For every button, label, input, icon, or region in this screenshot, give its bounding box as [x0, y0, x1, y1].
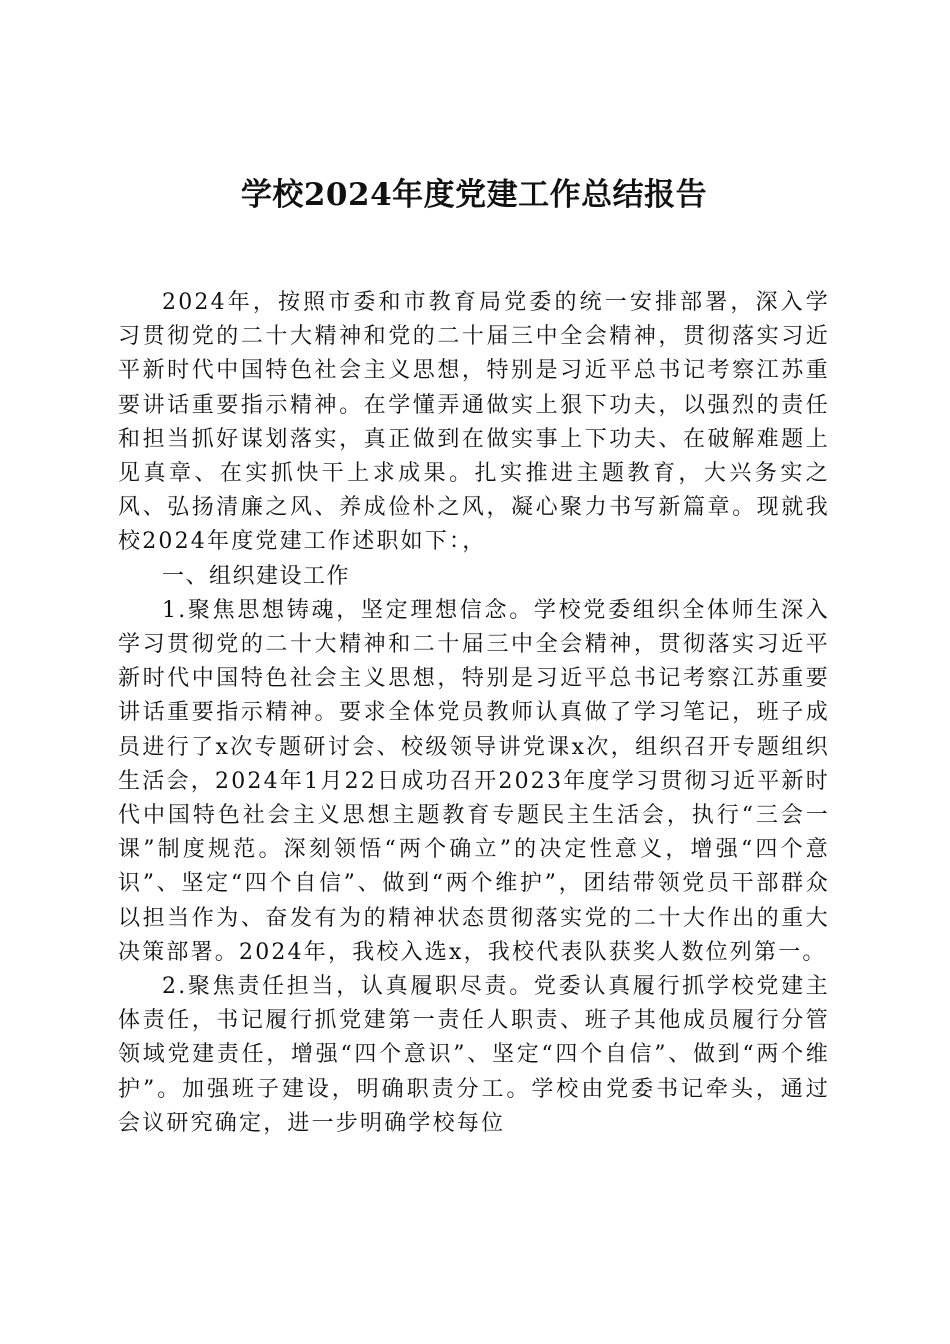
- document-body: [118, 286, 830, 1141]
- section1-paragraph-1: 1.聚焦思想铸魂，坚定理想信念。学校党委组织全体师生深入学习贯彻党的二十大精神和二十届三中全会精神，贯彻落实习近平新时代中国特色社会主义思想，特别是习近平总书记考察江苏重要讲话重要指示精神。要求全体党员教师认真做了学习笔记，班子成员进行了x次专题研讨会、校级领导讲党课x次，组织召开专题组织生活会，2024年1月22日成功召开2023年度学习贯彻习近平新时代中国特色社会主义思想主题教育专题民主生活会，执行“三会一课”制度规范。深刻领悟“两个确立”的决定性意义，增强“四个意识”、坚定“四个自信”、做到“两个维护”，团结带领党员干部群众以担当作为、奋发有为的精神状态贯彻落实党的二十大作出的重大决策部署。2024年，我校入选x，我校代表队获奖人数位列第一。: [118, 597, 830, 965]
- document-title: 学校2024年度党建工作总结报告: [240, 177, 708, 213]
- intro-paragraph: 2024年，按照市委和市教育局党委的统一安排部署，深入学习贯彻党的二十大精神和党的二十届三中全会精神，贯彻落实习近平新时代中国特色社会主义思想，特别是习近平总书记考察江苏重要讲话重要指示精神。在学懂弄通做实上狠下功夫，以强烈的责任和担当抓好谋划落实，真正做到在做实事上下功夫、在破解难题上见真章、在实抓快干上求成果。扎实推进主题教育，大兴务实之风、弘扬清廉之风、养成俭朴之风，凝心聚力书写新篇章。现就我校2024年度党建工作述职如下：，: [118, 290, 830, 555]
- section1-paragraph-2: 2.聚焦责任担当，认真履职尽责。党委认真履行抓学校党建主体责任，书记履行抓党建第一责任人职责、班子其他成员履行分管领域党建责任，增强“四个意识”、坚定“四个自信”、做到“两个维护”。加强班子建设，明确职责分工。学校由党委书记牵头，通过会议研究确定，进一步明确学校每位: [118, 974, 830, 1136]
- section-heading-organization: 一、组织建设工作: [162, 563, 351, 589]
- document-page: [118, 0, 830, 1141]
